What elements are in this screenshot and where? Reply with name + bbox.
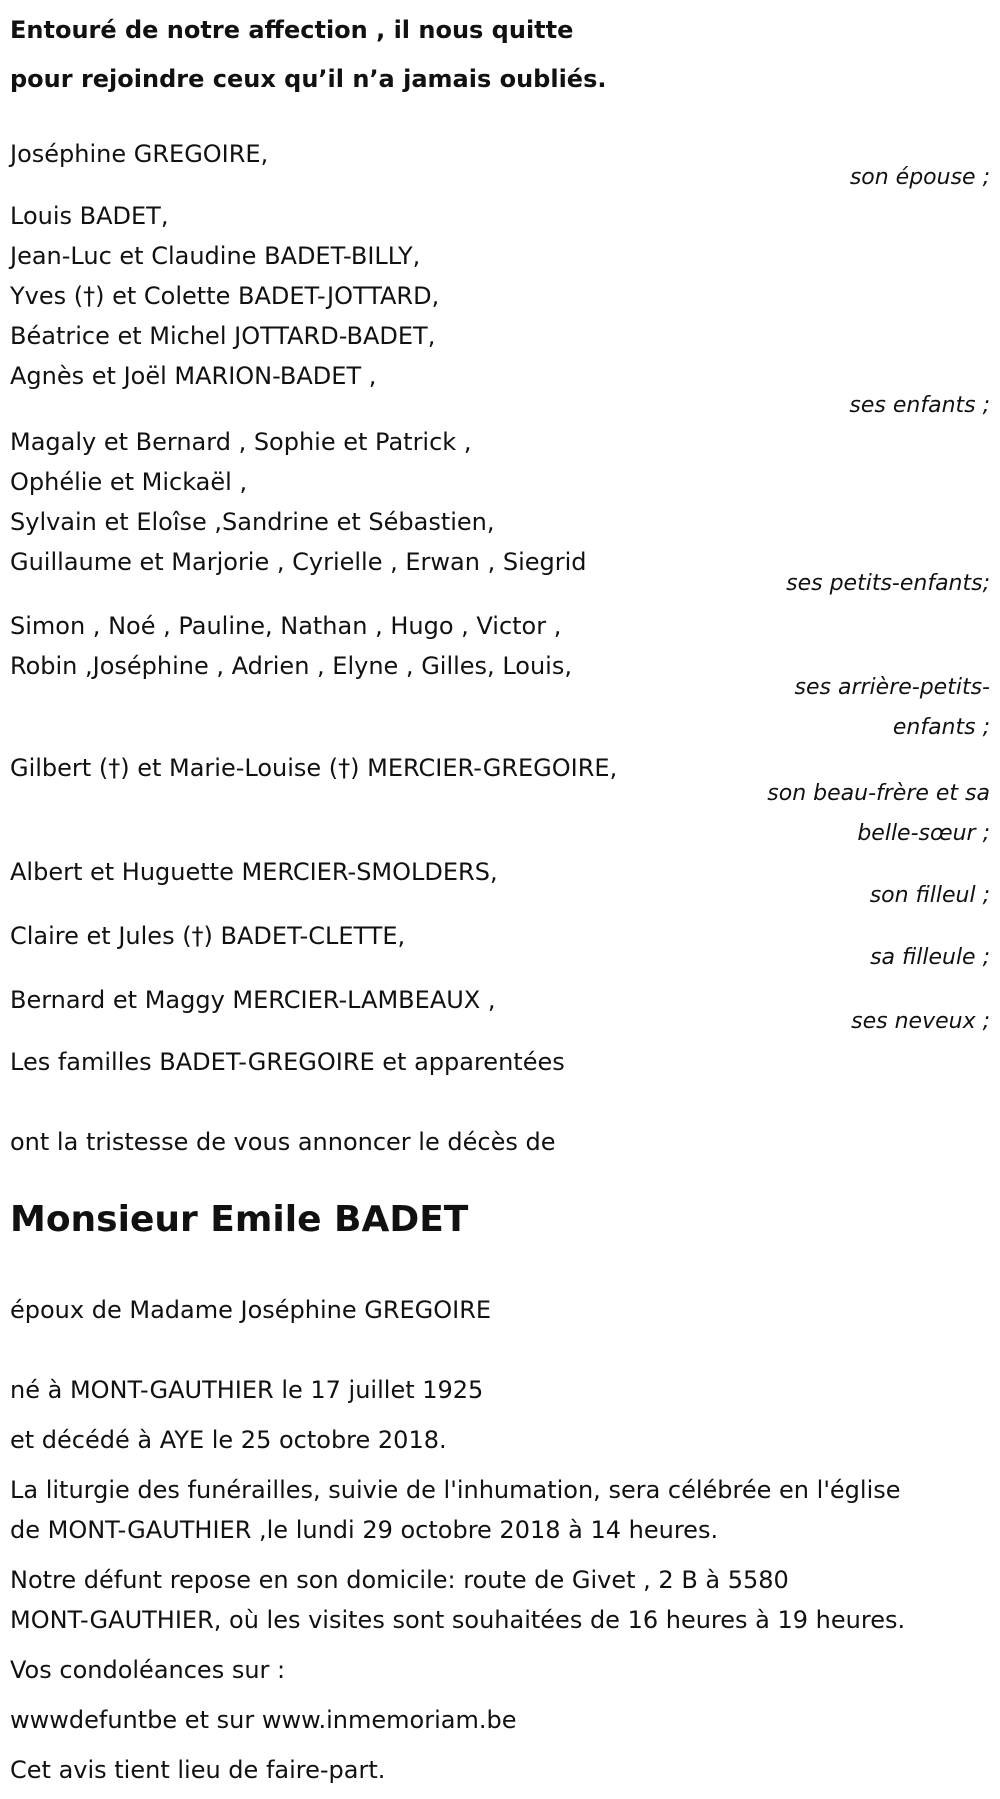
family-name-line: Yves (†) et Colette BADET-JOTTARD,: [10, 282, 440, 310]
funeral-line: de MONT-GAUTHIER ,le lundi 29 octobre 2018 à 14 heures.: [10, 1516, 719, 1544]
birth-line: né à MONT-GAUTHIER le 17 juillet 1925: [10, 1376, 484, 1404]
family-name-line: Magaly et Bernard , Sophie et Patrick ,: [10, 428, 472, 456]
relation-label: ses enfants ;: [849, 393, 990, 418]
condolences-line: Vos condoléances sur :: [10, 1656, 286, 1684]
family-names: [10, 134, 268, 174]
family-name-line: Agnès et Joël MARION-BADET ,: [10, 362, 377, 390]
repose-line: Notre défunt repose en son domicile: route de Givet , 2 B à 5580: [10, 1566, 789, 1594]
family-names: [10, 422, 587, 582]
deceased-name: Monsieur Emile BADET: [10, 1199, 469, 1240]
closing-line: Cet avis tient lieu de faire-part.: [10, 1756, 386, 1784]
family-name-line: Les familles BADET-GREGOIRE et apparentées: [10, 1048, 565, 1076]
family-name-line: Béatrice et Michel JOTTARD-BADET,: [10, 322, 436, 350]
family-name-line: Albert et Huguette MERCIER-SMOLDERS,: [10, 858, 498, 886]
funeral-line: La liturgie des funérailles, suivie de l'inhumation, sera célébrée en l'église: [10, 1476, 901, 1504]
announcement-text: ont la tristesse de vous annoncer le décès de: [10, 1128, 556, 1156]
intro-text: [10, 6, 606, 104]
relation-label: son épouse ;: [849, 165, 990, 190]
family-names: [10, 980, 496, 1020]
family-names: [10, 196, 439, 396]
family-name-line: Simon , Noé , Pauline, Nathan , Hugo , Victor ,: [10, 612, 562, 640]
family-names: [10, 606, 572, 686]
family-name-line: Bernard et Maggy MERCIER-LAMBEAUX ,: [10, 986, 496, 1014]
relation-label: ses arrière-petits-enfants ;: [794, 675, 990, 740]
intro-line: pour rejoindre ceux qu’il n’a jamais oubliés.: [10, 65, 607, 93]
repose-line: MONT-GAUTHIER, où les visites sont souhaitées de 16 heures à 19 heures.: [10, 1606, 906, 1634]
websites-line: wwwdefuntbe et sur www.inmemoriam.be: [10, 1706, 517, 1734]
family-name-line: Sylvain et Eloîse ,Sandrine et Sébastien,: [10, 508, 495, 536]
family-names: [10, 1042, 565, 1082]
family-names: [10, 852, 498, 892]
family-name-line: Guillaume et Marjorie , Cyrielle , Erwan , Siegrid: [10, 548, 587, 576]
family-names: [10, 748, 617, 788]
relation-label: ses neveux ;: [851, 1009, 990, 1034]
family-names: [10, 916, 405, 956]
family-name-line: Claire et Jules (†) BADET-CLETTE,: [10, 922, 406, 950]
spouse-line: époux de Madame Joséphine GREGOIRE: [10, 1296, 492, 1324]
relation-label: ses petits-enfants;: [786, 571, 990, 596]
family-name-line: Joséphine GREGOIRE,: [10, 140, 269, 168]
family-name-line: Robin ,Joséphine , Adrien , Elyne , Gilles, Louis,: [10, 652, 572, 680]
relation-label: son beau-frère et sa belle-sœur ;: [767, 781, 990, 846]
death-line: et décédé à AYE le 25 octobre 2018.: [10, 1426, 447, 1454]
relation-label: son filleul ;: [869, 883, 990, 908]
relation-label: sa filleule ;: [870, 945, 990, 970]
intro-line: Entouré de notre affection , il nous quitte: [10, 16, 574, 44]
family-name-line: Ophélie et Mickaël ,: [10, 468, 248, 496]
family-name-line: Louis BADET,: [10, 202, 169, 230]
family-name-line: Jean-Luc et Claudine BADET-BILLY,: [10, 242, 421, 270]
family-name-line: Gilbert (†) et Marie-Louise (†) MERCIER-GREGOIRE,: [10, 754, 618, 782]
